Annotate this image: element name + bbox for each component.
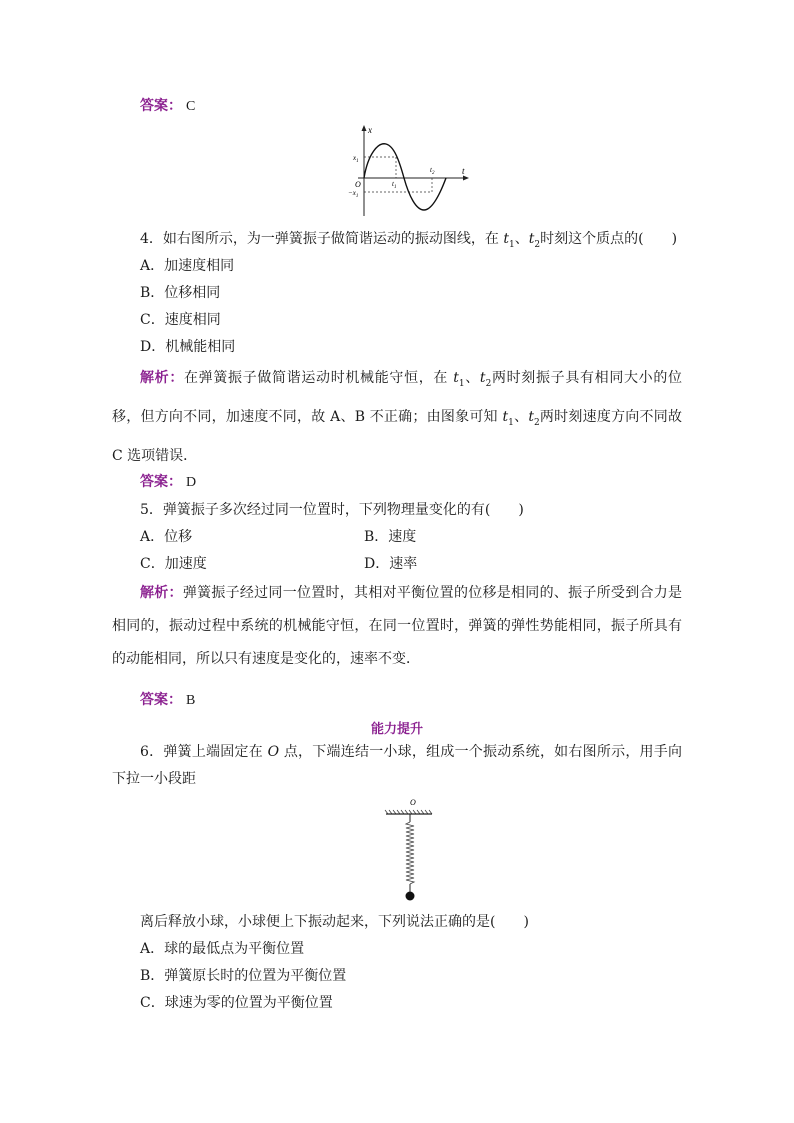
- t2-tick-label: $t_2$: [430, 166, 435, 176]
- spring-ball-figure: [380, 796, 440, 904]
- q4-analysis: 解析：在弹簧振子做简谐运动时机械能守恒，在 $t_1$、$t_2$两时刻振子具有相同大小的位移，但方向不同，加速度不同，故 A、B 不正确；由图象可知 $t_1$、$t_2$两时刻速度方向不同故 C 选项错误．: [112, 370, 683, 464]
- section-title: 能力提升: [370, 722, 423, 737]
- answer-value: B: [186, 693, 196, 708]
- q6-option-c: C．球速为零的位置为平衡位置: [140, 995, 333, 1011]
- spring-anchor-label: O: [410, 798, 416, 807]
- answer-q5: [140, 691, 195, 710]
- t1-tick-label: $t_1$: [392, 180, 397, 190]
- answer-value: D: [186, 475, 197, 490]
- question-6-stem-cont: 离后释放小球，小球便上下振动起来，下列说法正确的是( ): [140, 914, 529, 930]
- answer-q3: [140, 97, 195, 116]
- neg-x1-tick-label: $-x_1$: [348, 189, 359, 199]
- question-5-stem: 5．弹簧振子多次经过同一位置时，下列物理量变化的有( ): [140, 502, 524, 518]
- answer-label: 答案：: [140, 474, 182, 490]
- answer-value: C: [186, 99, 196, 114]
- answer-label: 答案：: [140, 98, 182, 114]
- answer-q4: [140, 473, 196, 492]
- q6-option-b: B．弹簧原长时的位置为平衡位置: [140, 968, 347, 984]
- q4-option-d: D．机械能相同: [140, 339, 236, 355]
- q5-option-d: D．速率: [364, 556, 418, 572]
- q4-option-c: C．速度相同: [140, 312, 221, 328]
- q4-option-b: B．位移相同: [140, 285, 221, 301]
- axis-x-label: x: [368, 125, 372, 135]
- answer-label: 答案：: [140, 692, 182, 708]
- q5-analysis: 解析：弹簧振子经过同一位置时，其相对平衡位置的位移是相同的、振子所受到合力是相同的，振动过程中系统的机械能守恒，在同一位置时，弹簧的弹性势能相同，振子所具有的动能相同，所以只有速度是变化的，速率不变．: [112, 585, 682, 667]
- axis-t-label: t: [462, 166, 465, 176]
- q6-option-a: A．球的最低点为平衡位置: [140, 941, 305, 957]
- q5-option-b: B．速度: [364, 529, 417, 545]
- oscillation-graph: [344, 124, 474, 218]
- question-4-stem: 4．如右图所示，为一弹簧振子做简谐运动的振动图线，在 $t_1$、$t_2$时刻这个质点的( ): [140, 231, 678, 250]
- q4-option-a: A．加速度相同: [140, 258, 235, 274]
- q5-option-a: A．位移: [140, 529, 193, 545]
- origin-label: O: [355, 180, 361, 189]
- q5-option-c: C．加速度: [140, 556, 207, 572]
- x1-tick-label: $x_1$: [353, 154, 359, 164]
- question-6-stem: 6．弹簧上端固定在 O 点，下端连结一小球，组成一个振动系统，如右图所示，用手向下拉一小段距: [112, 744, 683, 787]
